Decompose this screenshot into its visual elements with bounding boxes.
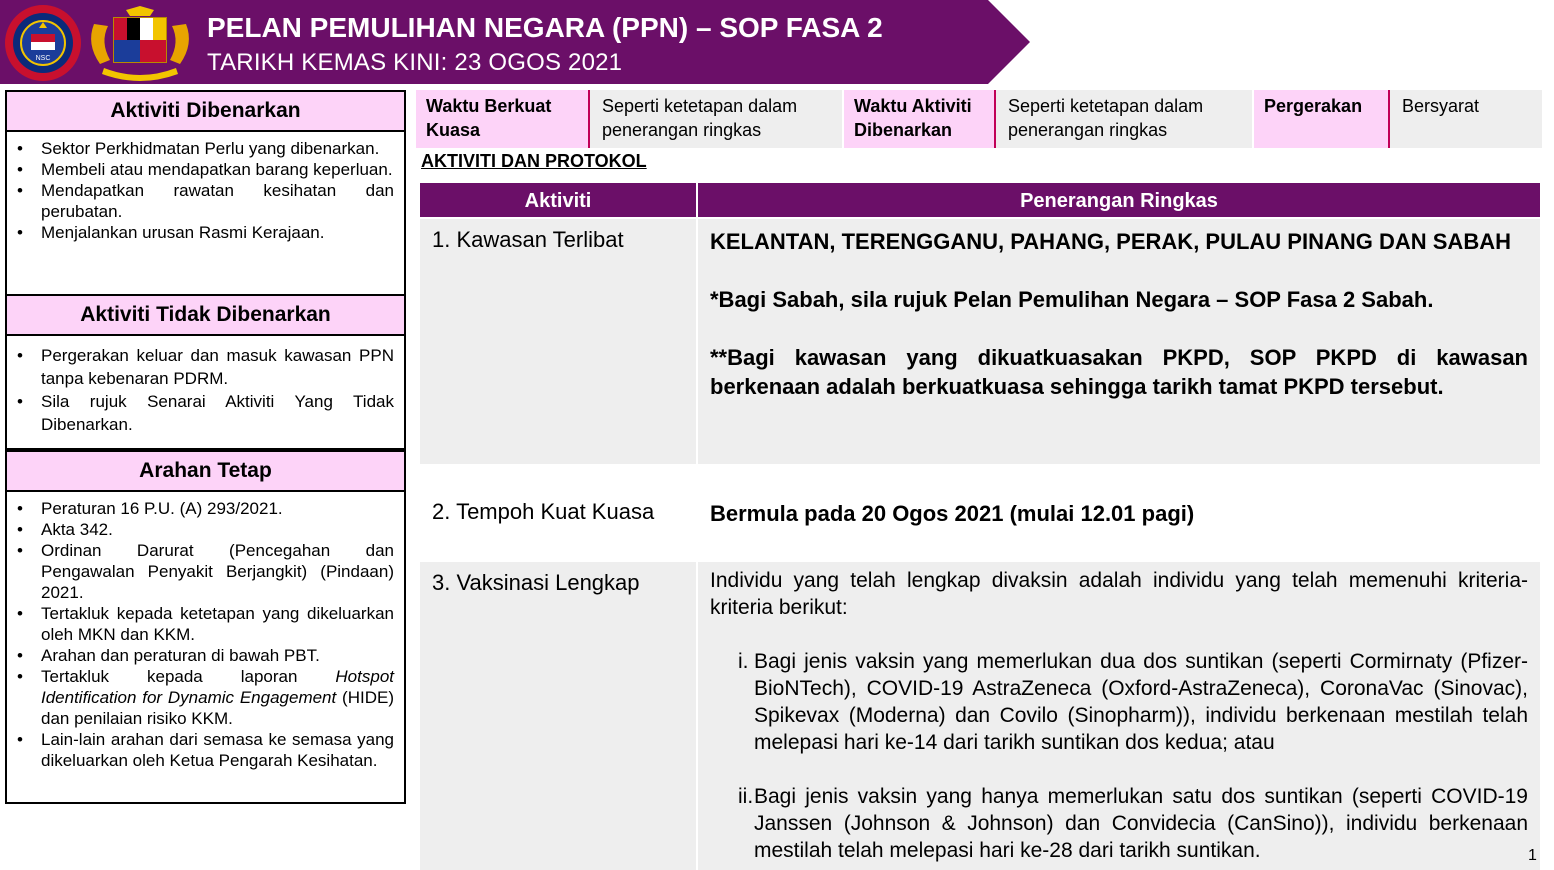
svg-text:NSC: NSC — [35, 55, 51, 62]
list-item: • Akta 342. — [17, 519, 394, 540]
left-panel — [5, 90, 406, 804]
list-item: • Mendapatkan rawatan kesihatan dan perubatan. — [17, 180, 394, 222]
header-banner — [0, 0, 1030, 84]
list-item: • Peraturan 16 P.U. (A) 293/2021. — [17, 498, 394, 519]
allowed-activities-list — [5, 132, 406, 296]
row1-line1: KELANTAN, TERENGGANU, PAHANG, PERAK, PULAU PINANG DAN SABAH — [710, 229, 1511, 254]
list-item: • Lain-lain arahan dari semasa ke semasa yang dikeluarkan oleh Ketua Pengarah Kesihatan. — [17, 729, 394, 771]
list-item-hide — [17, 666, 394, 729]
sub-number: i. — [738, 650, 749, 673]
row1-description — [698, 219, 1540, 464]
row1-activity: 1. Kawasan Terlibat — [420, 219, 696, 464]
not-allowed-activities-list — [5, 336, 406, 450]
row1-line3: **Bagi kawasan yang dikuatkuasakan PKPD, SOP PKPD di kawasan berkenaan adalah berkuatkuasa sehingga tarikh tamat PKPD tersebut. — [710, 345, 1528, 399]
row2-description — [698, 466, 1540, 560]
list-item: • Ordinan Darurat (Pencegahan dan Pengawalan Penyakit Berjangkit) (Pindaan) 2021. — [17, 540, 394, 603]
row3-description — [698, 562, 1540, 870]
row2-activity: 2. Tempoh Kuat Kuasa — [420, 466, 696, 560]
row3-sub-ii — [710, 783, 1528, 864]
pergerakan-label: Pergerakan — [1254, 90, 1388, 148]
list-item: • Pergerakan keluar dan masuk kawasan PPN tanpa kebenaran PDRM. — [17, 344, 394, 390]
table-header-description: Penerangan Ringkas — [698, 183, 1540, 217]
hide-text-post: (HIDE) dan penilaian risiko KKM. — [41, 688, 394, 728]
waktu-aktiviti-label: Waktu Aktiviti Dibenarkan — [844, 90, 994, 148]
pergerakan-value: Bersyarat — [1390, 90, 1542, 148]
sub-text: Bagi jenis vaksin yang memerlukan dua dos suntikan (seperti Cormirnaty (Pfizer-BioNTech), COVID-19 AstraZeneca (Oxford-AstraZeneca), CoronaVac (Sinovac), Spikevax (Moderna) dan Covilo (Sinopharm)), individu berkenaan mestilah telah melepasi hari ke-14 dari tarikh suntikan dos kedua; atau — [754, 650, 1528, 754]
list-item: • Membeli atau mendapatkan barang keperluan. — [17, 159, 394, 180]
list-item: • Sektor Perkhidmatan Perlu yang dibenarkan. — [17, 138, 394, 159]
page-title: PELAN PEMULIHAN NEGARA (PPN) – SOP FASA 2 — [207, 12, 883, 43]
list-item: • Sila rujuk Senarai Aktiviti Yang Tidak Dibenarkan. — [17, 390, 394, 436]
table-header-activity: Aktiviti — [420, 183, 696, 217]
row1-line2: *Bagi Sabah, sila rujuk Pelan Pemulihan Negara – SOP Fasa 2 Sabah. — [710, 287, 1434, 312]
waktu-kuasa-label: Waktu Berkuat Kuasa — [416, 90, 588, 148]
waktu-kuasa-value: Seperti ketetapan dalam penerangan ringkas — [590, 90, 842, 148]
sub-number: ii. — [738, 785, 754, 808]
standing-directives-list — [5, 492, 406, 804]
allowed-activities-title: Aktiviti Dibenarkan — [5, 90, 406, 132]
row3-activity: 3. Vaksinasi Lengkap — [420, 562, 696, 870]
row3-sub-i — [710, 648, 1528, 756]
list-item: • Arahan dan peraturan di bawah PBT. — [17, 645, 394, 666]
hide-text-pre: Tertakluk kepada laporan — [41, 667, 336, 686]
list-item: • Tertakluk kepada ketetapan yang dikeluarkan oleh MKN dan KKM. — [17, 603, 394, 645]
standing-directives-title: Arahan Tetap — [5, 450, 406, 492]
list-item: • Menjalankan urusan Rasmi Kerajaan. — [17, 222, 394, 243]
waktu-aktiviti-value: Seperti ketetapan dalam penerangan ringkas — [996, 90, 1252, 148]
row2-line1: Bermula pada 20 Ogos 2021 (mulai 12.01 pagi) — [710, 501, 1195, 526]
update-date: TARIKH KEMAS KINI: 23 OGOS 2021 — [207, 49, 623, 76]
row3-intro: Individu yang telah lengkap divaksin adalah individu yang telah memenuhi kriteria-kriteria berikut: — [710, 569, 1528, 619]
section-heading: AKTIVITI DAN PROTOKOL — [421, 151, 647, 171]
page-number: 1 — [1528, 847, 1537, 864]
nsc-logo — [4, 4, 82, 82]
jata-negara-logo — [86, 4, 194, 82]
hide-text-italic: Hotspot Identification for Dynamic Engagement — [41, 667, 394, 707]
not-allowed-activities-title: Aktiviti Tidak Dibenarkan — [5, 294, 406, 336]
sub-text: Bagi jenis vaksin yang hanya memerlukan satu dos suntikan (seperti COVID-19 Janssen (Johnson & Johnson) dan Convidecia (CanSino)), individu berkenaan mestilah telah melepasi hari ke-28 dari tarikh suntikan. — [754, 785, 1528, 862]
